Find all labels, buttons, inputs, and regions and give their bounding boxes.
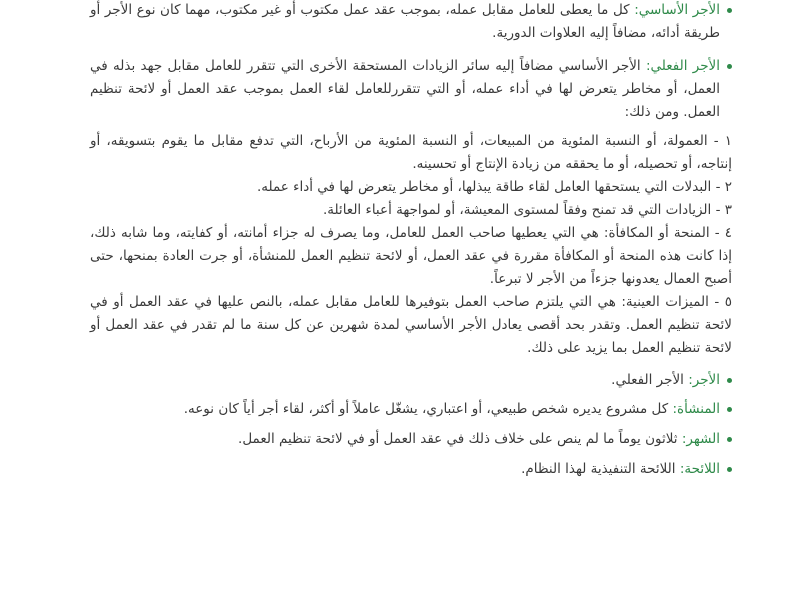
- definition-text: ثلاثون يوماً ما لم ينص على خلاف ذلك في عقد العمل أو في لائحة تنظيم العمل.: [238, 431, 682, 447]
- definition-term: الأجر:: [688, 372, 720, 388]
- definition-term: الشهر:: [681, 431, 720, 447]
- list-item: ٥ - الميزات العينية: هي التي يلتزم صاحب العمل بتوفيرها للعامل مقابل عمله، بالنص عليها في عقد العمل أو في لائحة تنظيم العمل. وتقدر بحد أقصى يعادل الأجر الأساسي لمدة شهرين عن كل سنة ما لم تقدر في عقد العمل أو لائحة تنظيم العمل بما يزيد على ذلك.: [90, 294, 732, 356]
- definition-term: اللائحة:: [679, 461, 720, 477]
- list-item: ٢ - البدلات التي يستحقها العامل لقاء طاقة يبذلها، أو مخاطر يتعرض لها في أداء عمله.: [256, 179, 732, 195]
- list-item: ٣ - الزيادات التي قد تمنح وفقاً لمستوى المعيشة، أو لمواجهة أعباء العائلة.: [322, 202, 732, 218]
- definition-term: الأجر الأساسي:: [634, 2, 720, 18]
- definition-establishment: [90, 398, 732, 421]
- definition-basic-wage: [90, 0, 732, 45]
- definition-text: كل ما يعطى للعامل مقابل عمله، بموجب عقد عمل مكتوب أو غير مكتوب، مهما كان نوع الأجر أو طريقة أدائه، مضافاً إليه العلاوات الدورية.: [90, 2, 720, 41]
- definition-text: الأجر الأساسي مضافاً إليه سائر الزيادات المستحقة الأخرى التي تتقرر للعامل مقابل جهد بذله في العمل، أو مخاطر يتعرض لها في أداء عمله، أو التي تتقررللعامل لقاء العمل بموجب عقد العمل أو لائحة تنظيم العمل. ومن ذلك:: [90, 58, 720, 120]
- definition-text: الأجر الفعلي.: [611, 372, 689, 388]
- list-item: ١ - العمولة، أو النسبة المئوية من المبيعات، أو النسبة المئوية من الأرباح، التي تدفع مقابل ما يقوم بتسويقه، أو إنتاجه، أو تحصيله، أو ما يحققه من زيادة الإنتاج أو تحسينه.: [90, 133, 732, 172]
- definition-regulation: [90, 458, 732, 481]
- definition-text: كل مشروع يديره شخص طبيعي، أو اعتباري، يشغّل عاملاً أو أكثر، لقاء أجر أياً كان نوعه.: [183, 401, 673, 417]
- definition-text: اللائحة التنفيذية لهذا النظام.: [521, 461, 680, 477]
- definition-month: [90, 428, 732, 451]
- definition-term: الأجر الفعلي:: [645, 58, 720, 74]
- definition-wage: [90, 369, 732, 392]
- actual-wage-components-list: [90, 130, 732, 360]
- definition-term: المنشأة:: [672, 401, 720, 417]
- definition-actual-wage: [90, 55, 732, 124]
- list-item: ٤ - المنحة أو المكافأة: هي التي يعطيها صاحب العمل للعامل، وما يصرف له جزاء أمانته، أو كفايته، وما شابه ذلك، إذا كانت هذه المنحة أو المكافأة مقررة في عقد العمل، أو لائحة تنظيم العمل للمنشأة، أو جرت العادة بمنحها، حتى أصبح العمال يعدونها جزءاً من الأجر لا تبرعاً.: [90, 225, 732, 287]
